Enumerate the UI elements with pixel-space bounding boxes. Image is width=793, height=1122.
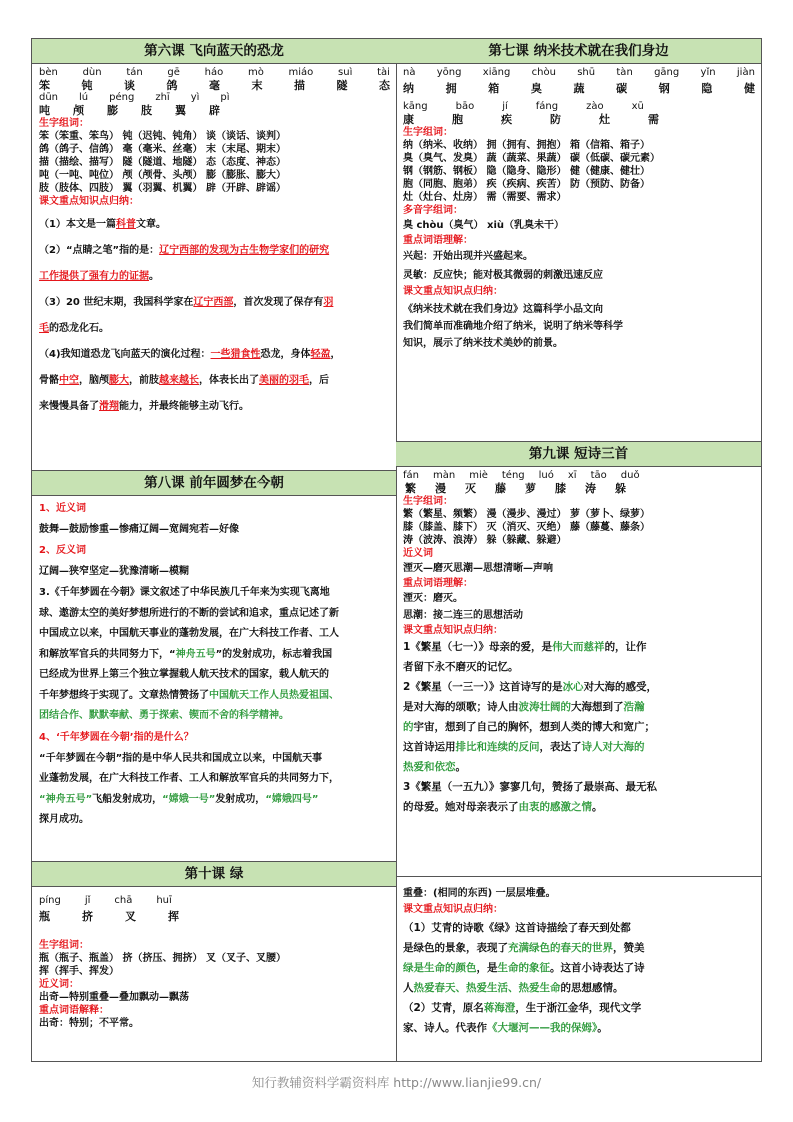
character-row: [39, 79, 390, 92]
section-label: 2、反义词: [39, 545, 86, 556]
definition-line: 重叠：(相同的东西) 一层层堆叠。: [403, 888, 556, 899]
pinyin: chā: [114, 895, 133, 906]
antonyms-line: 辽阔—狭窄坚定—犹豫清晰—模糊: [39, 566, 189, 577]
pinyin: miè: [469, 470, 488, 481]
character: 膝: [555, 482, 566, 495]
character: 描: [294, 79, 305, 92]
word-group-line: 挥（挥手、挥发）: [39, 966, 119, 977]
knowledge-points: （1）艾青的诗歌《绿》这首诗描绘了春天到处都 是绿色的景象，表现了充满绿色的春天的世界，赞美 绿是生命的颜色，是生命的象征。这首小诗表达了诗 人热爱春天、热爱生活、热爱生命的思想感情。 （2）艾青，原名蒋海澄，生于浙江金华，现代文学 家、诗人。代表作《大堰河——我的保姆》。: [403, 922, 645, 1034]
lesson-10: [32, 861, 396, 1063]
character: 箱: [488, 82, 500, 95]
definition-line: 出奇：特别；不平常。: [39, 1018, 139, 1029]
character: 防: [550, 113, 561, 126]
character: 隧: [336, 79, 348, 92]
pinyin: luó: [538, 470, 554, 481]
section-label: 1、近义词: [39, 503, 86, 514]
lesson-6: [32, 39, 396, 475]
lesson-7: [396, 39, 761, 441]
pinyin: bèn: [39, 67, 58, 78]
word-group-line: 描（描绘、描写） 隧（隧道、地隧） 态（态度、神态）: [39, 157, 286, 168]
character: 肢: [141, 104, 152, 117]
pinyin: tán: [126, 67, 143, 78]
word-group-line: 繁（繁星、频繁） 漫（漫步、漫过） 萝（萝卜、绿萝）: [403, 509, 650, 520]
pinyin: gāng: [654, 67, 680, 78]
character: 谈: [124, 79, 135, 92]
character: 臭: [530, 82, 542, 95]
synonyms-line: 鼓舞—鼓励惨重—惨痛辽阔—宽阔宛若—好像: [39, 524, 239, 535]
question-4-answer: “千年梦圆在今朝”指的是中华人民共和国成立以来，中国航天事 业蓬勃发展，在广大科技工作者、工人和解放军官兵的共同努力下， “神舟五号”飞船发射成功，“嫦娥一号”发射成功，“嫦娥四号” 探月成功。: [39, 752, 339, 825]
word-group-line: 纳（纳米、收纳） 拥（拥有、拥抱） 箱（信箱、箱子）: [403, 140, 650, 151]
summary-line: 我们简单而准确地介绍了纳米，说明了纳米等科学: [403, 321, 623, 332]
character: 瓶: [39, 910, 50, 923]
section-label: 生字组词：: [39, 118, 89, 129]
knowledge-points: （1）本文是一篇科普文章。 （2）“点睛之笔”指的是：辽宁西部的发现为古生物学家们的研究 工作提供了强有力的证据。 （3）20 世纪末期，我国科学家在辽宁西部，首次发现了保存有羽 毛的恐龙化石。 （4)我知道恐龙飞向蓝天的演化过程：一些猎食性恐龙，身体轻盈， 骨骼中空，脑颅膨大，前肢越来越长，体表长出了美丽的羽毛，后 来慢慢具备了滑翔能力，并最终能够主动飞行。: [39, 219, 341, 412]
lesson-10-title: 第十课 绿: [32, 862, 396, 887]
section-label: 课文重点知识点归纳：: [403, 904, 503, 915]
pinyin: suì: [338, 67, 353, 78]
word-group-line: 灶（灶台、灶房） 需（需要、需求）: [403, 192, 567, 203]
section-label: 课文重点知识点归纳：: [39, 196, 139, 207]
section-label: 课文重点知识点归纳：: [403, 286, 503, 297]
lesson-10-continued: [396, 876, 761, 1063]
character: 钢: [658, 82, 670, 95]
word-group-line: 胞（同胞、胞弟） 疾（疾病、疾苦） 防（预防、防备）: [403, 179, 650, 190]
character: 藤: [495, 482, 506, 495]
definition-line: 灵敏：反应快；能对极其微弱的刺激迅速反应: [403, 270, 603, 281]
summary-line: 知识，展示了纳米技术美妙的前景。: [403, 338, 563, 349]
pinyin-row: [39, 92, 390, 104]
lesson-8-title: 第八课 前年圆梦在今朝: [32, 471, 396, 496]
character-row: [403, 113, 755, 126]
character: 叉: [125, 910, 136, 923]
pinyin-row: [39, 67, 390, 79]
section-label: 生字组词：: [403, 496, 453, 507]
pinyin: zào: [586, 101, 604, 112]
character: 挤: [82, 910, 93, 923]
right-column: [396, 39, 761, 1061]
pinyin: tài: [377, 67, 390, 78]
pinyin: yì: [190, 92, 200, 103]
pinyin: miáo: [288, 67, 314, 78]
character: 末: [251, 79, 263, 92]
word-group-line: 涛（波涛、浪涛） 躲（躲藏、躲避）: [403, 535, 567, 546]
pinyin: chòu: [531, 67, 556, 78]
character: 漫: [435, 482, 446, 495]
section-label: 多音字组词：: [403, 205, 463, 216]
pinyin: mò: [247, 67, 264, 78]
character: 膨: [107, 104, 118, 117]
pinyin: nà: [403, 67, 416, 78]
character: 隐: [701, 82, 713, 95]
lesson-9: [396, 441, 761, 876]
lesson-8-summary: 3.《千年梦圆在今朝》课文叙述了中华民族几千年来为实现飞离地 球、遨游太空的美好梦想所进行的不断的尝试和追求，重点记述了新 中国成立以来，中国航天事业的蓬勃发展，在广大科技工作者、工人 和解放军官兵的共同努力下，“神舟五号”的发射成功，标志着我国 已经成为世界上第三个独立掌握载人航天技术的国家，载人航天的 千年梦想终于实现了。文章热情赞扬了中国航天工作人员热爱祖国、 团结合作、默默奉献、勇于探索、锲而不舍的科学精神。: [39, 587, 339, 721]
pinyin: màn: [433, 470, 456, 481]
character: 康: [403, 113, 414, 126]
character: 萝: [525, 482, 536, 495]
character: 鸽: [166, 79, 178, 92]
word-group-line: 笨（笨重、笨鸟） 钝（迟钝、钝角） 谈（谈话、谈判）: [39, 131, 286, 142]
character: 需: [648, 113, 659, 126]
pinyin: téng: [501, 470, 525, 481]
character: 健: [744, 82, 755, 95]
section-label: 课文重点知识点归纳：: [403, 625, 503, 636]
pinyin: tāo: [590, 470, 607, 481]
character: 碳: [616, 82, 628, 95]
character: 胞: [452, 113, 463, 126]
section-label: 近义词: [403, 548, 433, 559]
pinyin: bāo: [455, 101, 475, 112]
synonyms-line: 湮灭—磨灭思潮—思想清晰—声响: [403, 563, 553, 574]
pinyin: dùn: [82, 67, 102, 78]
pinyin: jí: [502, 101, 508, 112]
pinyin: shū: [577, 67, 596, 78]
word-group-line: 臭（臭气、发臭） 蔬（蔬菜、果蔬） 碳（低碳、碳元素）: [403, 153, 660, 164]
character: 疾: [501, 113, 512, 126]
section-label: 重点词语理解：: [403, 578, 473, 589]
pinyin: fáng: [535, 101, 559, 112]
definition-line: 兴起：开始出现并兴盛起来。: [403, 251, 533, 262]
character: 蔬: [573, 82, 585, 95]
left-column: [32, 39, 397, 1061]
word-group-line: 钢（钢筋、钢板） 隐（隐身、隐形） 健（健康、健壮）: [403, 166, 650, 177]
section-label: 近义词：: [39, 979, 79, 990]
character: 灶: [599, 113, 610, 126]
pinyin: dūn: [39, 92, 59, 103]
section-label: 生字组词：: [39, 940, 89, 951]
footer-watermark: 知行教辅资料学霸资料库 http://www.lianjie99.cn/: [251, 1075, 542, 1090]
pinyin: pì: [220, 92, 230, 103]
section-label: 重点词语解释：: [39, 1005, 109, 1016]
character: 钝: [81, 79, 93, 92]
character: 笨: [39, 79, 50, 92]
lesson-9-title: 第九课 短诗三首: [396, 442, 761, 467]
character: 颅: [73, 104, 84, 117]
pinyin: huī: [156, 895, 172, 906]
character-row: [39, 910, 390, 923]
knowledge-points: 1《繁星（七一）》母亲的爱，是伟大而慈祥的，让作 者留下永不磨灭的记忆。 2《繁星（一三一）》这首诗写的是冰心对大海的感受， 是对大海的颂歌；诗人由波涛壮阔的大海想到了浩瀚 的宇宙，想到了自己的胸怀，想到人类的博大和宽广； 这首诗运用排比和连续的反问，表达了诗人对大海的 热爱和依恋。 3《繁星（一五九）》寥寥几句，赞扬了最崇高、最无私 的母爱。她对母亲表示了由衷的感激之情。: [403, 641, 658, 813]
section-label: 重点词语理解：: [403, 235, 473, 246]
pinyin: duǒ: [620, 470, 640, 481]
definition-line: 湮灭：磨灭。: [403, 593, 463, 604]
word-group-line: 肢（肢体、四肢） 翼（羽翼、机翼） 辟（开辟、辟谣）: [39, 183, 286, 194]
pinyin: zhī: [155, 92, 170, 103]
character-row: [39, 104, 390, 117]
lesson-6-title: 第六课 飞向蓝天的恐龙: [32, 39, 396, 64]
worksheet: [31, 38, 762, 1062]
character: 辟: [209, 104, 220, 117]
pinyin-row: [403, 67, 755, 79]
character-row: [405, 482, 755, 495]
pinyin: gē: [167, 67, 180, 78]
word-group-line: 鸽（鸽子、信鸽） 毫（毫米、丝毫） 末（末尾、期末）: [39, 144, 286, 155]
pinyin: jǐ: [84, 895, 91, 906]
pinyin: píng: [39, 895, 61, 906]
pinyin: jiàn: [736, 67, 755, 78]
pinyin: lú: [79, 92, 89, 103]
pinyin: tàn: [616, 67, 633, 78]
pinyin: xū: [631, 101, 644, 112]
pinyin-row: [39, 895, 390, 907]
character: 态: [379, 79, 390, 92]
character-row: [403, 82, 755, 95]
pinyin: xī: [567, 470, 577, 481]
pinyin: kāng: [403, 101, 428, 112]
character: 翼: [175, 104, 186, 117]
character: 涛: [585, 482, 596, 495]
character: 吨: [39, 104, 50, 117]
pinyin: fán: [403, 470, 419, 481]
pinyin: háo: [204, 67, 224, 78]
section-label: 生字组词：: [403, 127, 453, 138]
definition-line: 思潮：接二连三的思想活动: [403, 610, 523, 621]
word-group-line: 吨（一吨、吨位） 颅（颅骨、头颅） 膨（膨胀、膨大）: [39, 170, 286, 181]
character: 毫: [209, 79, 220, 92]
pinyin-row: [403, 470, 755, 482]
summary-line: 《纳米技术就在我们身边》这篇科学小品文向: [403, 304, 603, 315]
character: 灭: [465, 482, 476, 495]
lesson-8: [32, 470, 396, 861]
character: 繁: [405, 482, 416, 495]
pinyin: péng: [109, 92, 135, 103]
character: 拥: [445, 82, 457, 95]
polyphone-line: 臭 chòu（臭气） xiù（乳臭未干）: [403, 220, 564, 231]
pinyin: xiāng: [482, 67, 511, 78]
lesson-7-title: 第七课 纳米技术就在我们身边: [396, 39, 761, 64]
character: 躲: [615, 482, 626, 495]
character: 纳: [403, 82, 414, 95]
word-group-line: 瓶（瓶子、瓶盖） 挤（挤压、拥挤） 叉（叉子、叉腰）: [39, 953, 286, 964]
pinyin: yǐn: [700, 67, 716, 78]
word-group-line: 膝（膝盖、膝下） 灭（消灭、灭绝） 藤（藤蔓、藤条）: [403, 522, 650, 533]
character: 挥: [168, 910, 179, 923]
pinyin: yōng: [436, 67, 462, 78]
question-4: 4、‘千年梦圆在今朝’指的是什么？: [39, 731, 194, 743]
synonyms-line: 出奇—特别重叠—叠加飘动—飘荡: [39, 992, 189, 1003]
pinyin-row: [403, 101, 755, 113]
